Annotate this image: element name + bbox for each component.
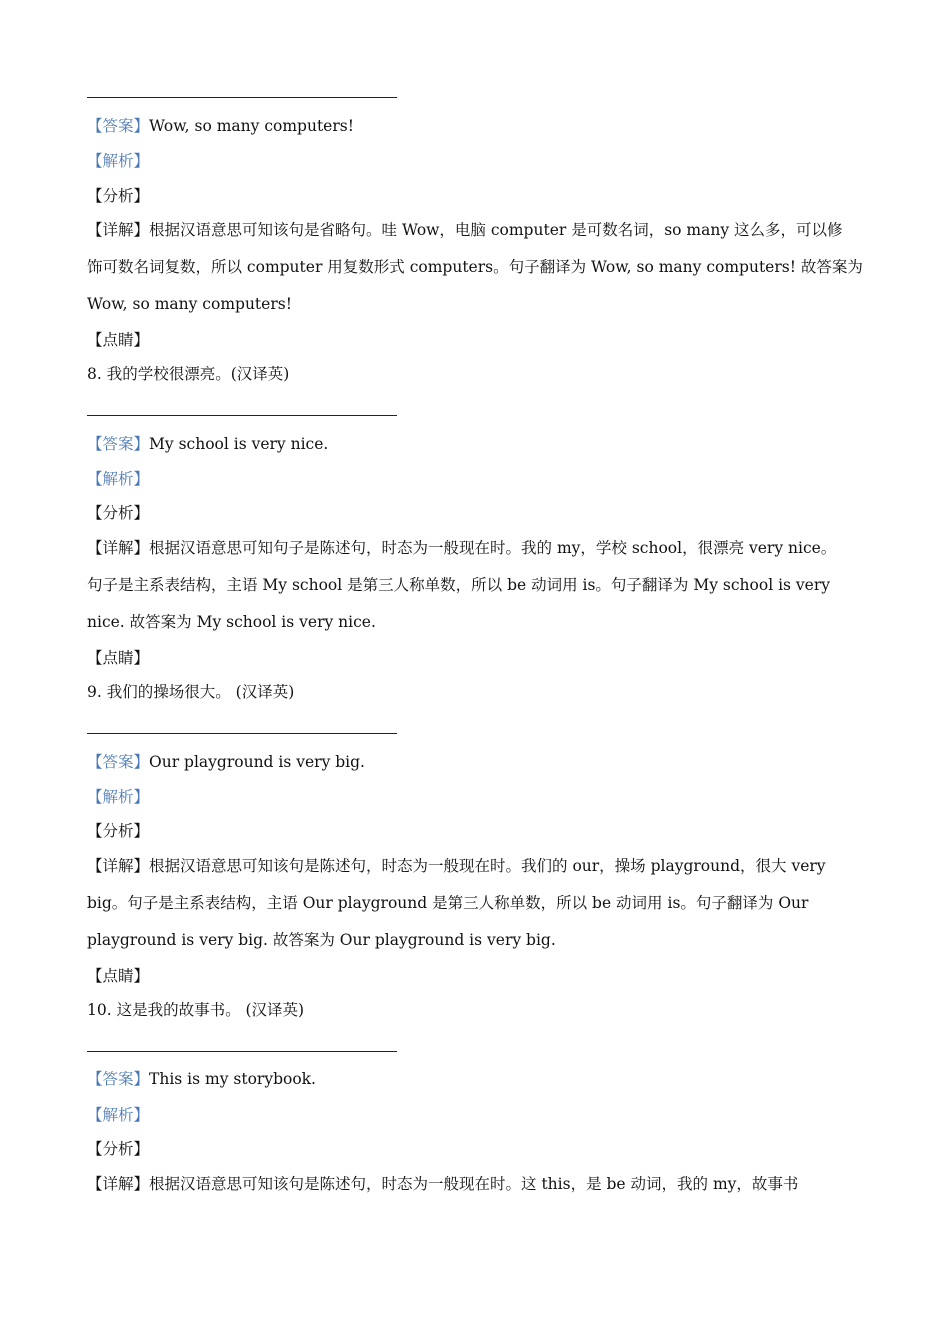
detail-line [87,1174,798,1194]
answer-blank-line [87,97,397,98]
question-text: 9. 我们的操场很大。 (汉译英) [87,683,295,701]
answer-tag: 【答案】 [87,117,150,135]
question-text: 10. 这是我的故事书。 (汉译英) [87,1001,305,1019]
answer-tag: 【答案】 [87,753,150,771]
detail-tag: 【详解】 [87,539,150,557]
answer-blank-line [87,733,397,734]
detail-tag: 【详解】 [87,221,150,239]
detail-line: playground is very big. 故答案为 Our playground is very big. [87,931,556,949]
comment-line [87,648,149,668]
detail-line: big。句子是主系表结构，主语 Our playground 是第三人称单数，所以 be 动词用 is。句子翻译为 Our [87,894,809,912]
fenxi-tag: 【分析】 [87,1140,150,1158]
detail-text: 根据汉语意思可知该句是陈述句，时态为一般现在时。我们的 our，操场 playground，很大 very [149,857,826,875]
detail-line [87,856,826,876]
answer-tag: 【答案】 [87,1070,150,1088]
fenxi-line [87,821,149,841]
fenxi-tag: 【分析】 [87,187,150,205]
comment-line [87,966,149,986]
detail-line: 句子是主系表结构，主语 My school 是第三人称单数，所以 be 动词用 is。句子翻译为 My school is very [87,576,831,594]
detail-line: Wow, so many computers! [87,295,292,313]
answer-text: Our playground is very big. [149,753,365,771]
analysis-line [87,469,149,489]
answer-text: Wow, so many computers! [149,117,354,135]
detail-line [87,538,836,558]
answer-blank-line [87,415,397,416]
answer-line [87,434,328,454]
fenxi-line [87,1139,149,1159]
analysis-line [87,1105,149,1125]
answer-blank-line [87,1051,397,1052]
detail-line [87,220,843,240]
fenxi-tag: 【分析】 [87,504,150,522]
detail-line: 饰可数名词复数，所以 computer 用复数形式 computers。句子翻译为 Wow, so many computers! 故答案为 [87,258,863,276]
answer-line [87,116,354,136]
comment-tag: 【点睛】 [87,649,150,667]
analysis-line [87,787,149,807]
question-text: 8. 我的学校很漂亮。(汉译英) [87,365,290,383]
analysis-line [87,151,149,171]
detail-text: 根据汉语意思可知句子是陈述句，时态为一般现在时。我的 my，学校 school，很漂亮 very nice。 [149,539,837,557]
detail-tag: 【详解】 [87,1175,150,1193]
answer-line [87,752,365,772]
answer-tag: 【答案】 [87,435,150,453]
fenxi-line [87,186,149,206]
analysis-tag: 【解析】 [87,470,150,488]
comment-tag: 【点睛】 [87,331,150,349]
analysis-tag: 【解析】 [87,1106,150,1124]
fenxi-tag: 【分析】 [87,822,150,840]
answer-text: My school is very nice. [149,435,329,453]
fenxi-line [87,503,149,523]
detail-text: 根据汉语意思可知该句是省略句。哇 Wow，电脑 computer 是可数名词，so many 这么多，可以修 [149,221,843,239]
analysis-tag: 【解析】 [87,788,150,806]
comment-line [87,330,149,350]
answer-text: This is my storybook. [149,1070,316,1088]
detail-line: nice. 故答案为 My school is very nice. [87,613,376,631]
detail-text: 根据汉语意思可知该句是陈述句，时态为一般现在时。这 this，是 be 动词，我的 my，故事书 [149,1175,799,1193]
detail-tag: 【详解】 [87,857,150,875]
analysis-tag: 【解析】 [87,152,150,170]
comment-tag: 【点睛】 [87,967,150,985]
answer-line [87,1069,316,1089]
